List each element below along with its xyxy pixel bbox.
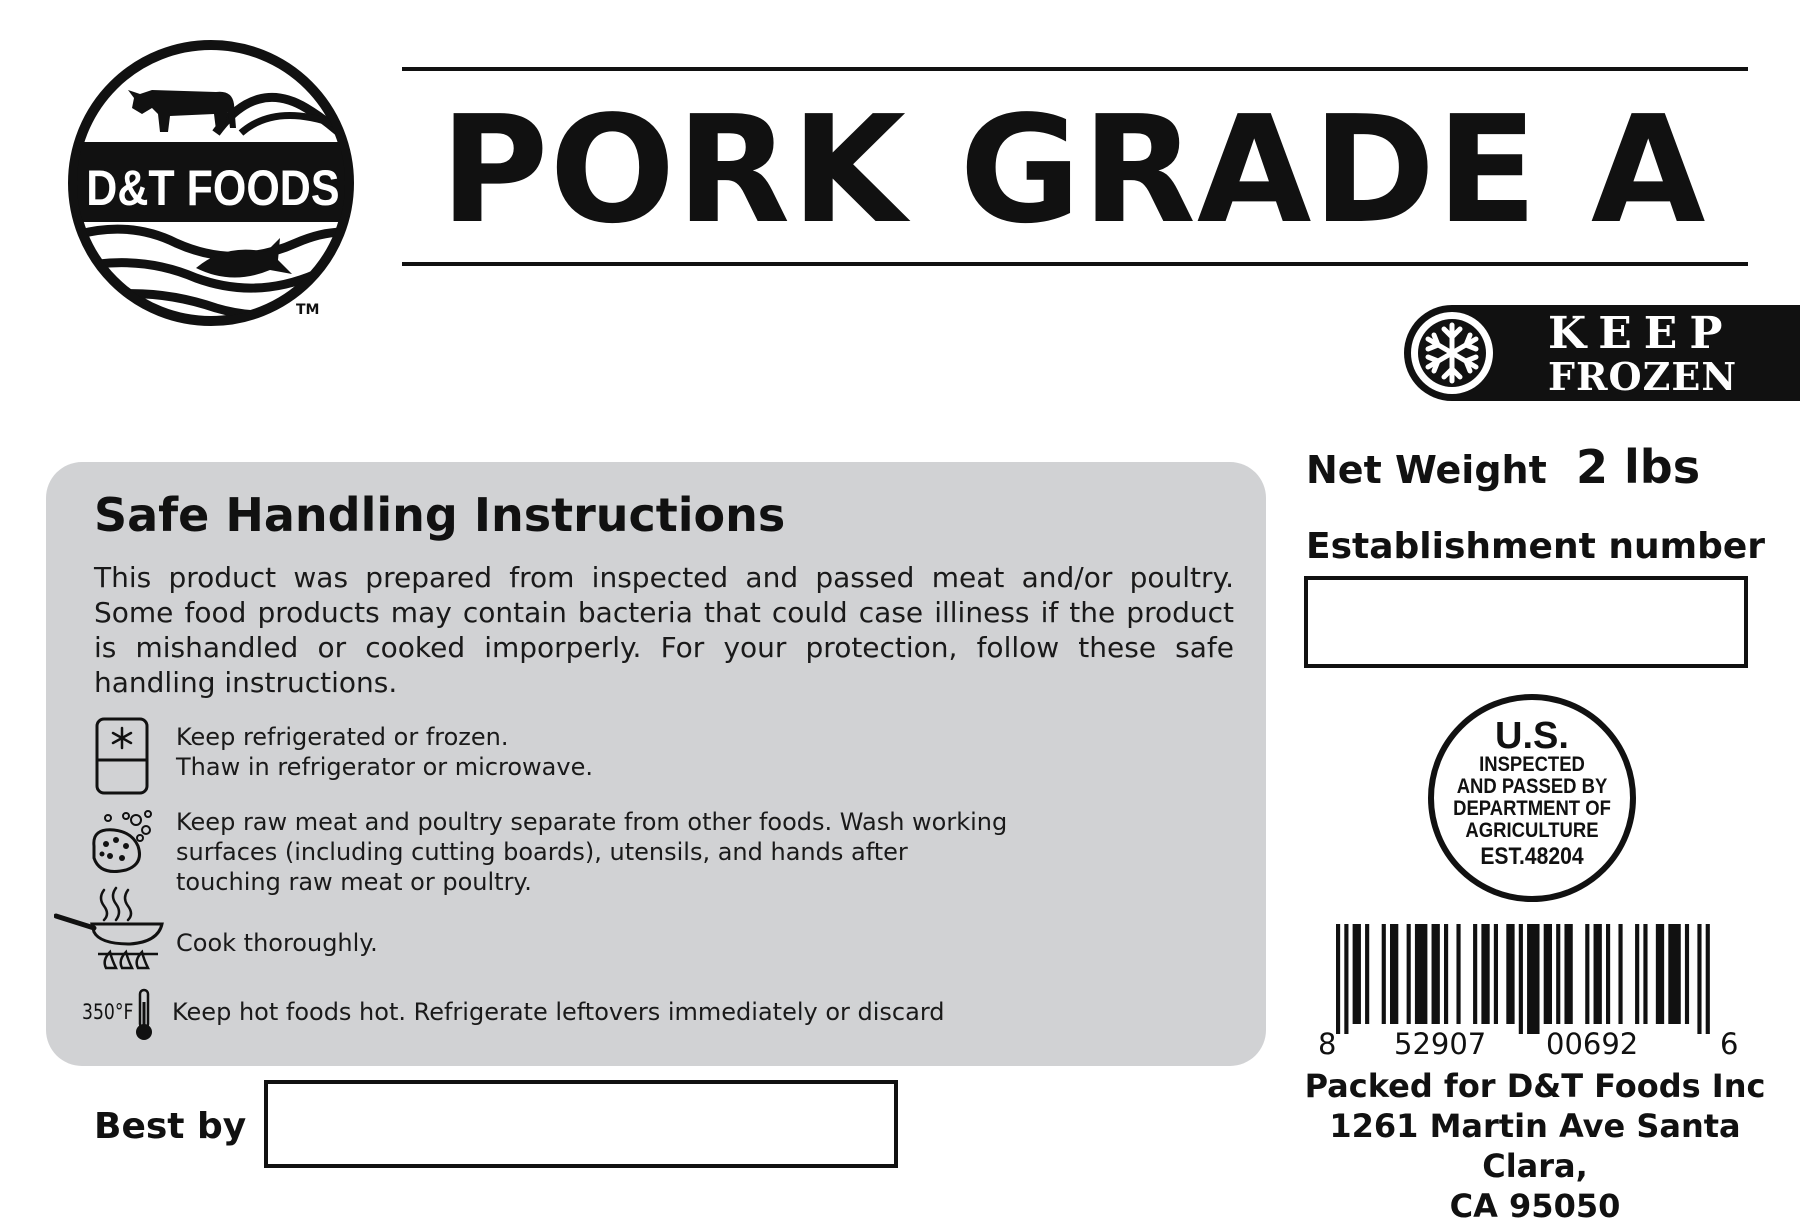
packed-for-address xyxy=(1290,1066,1780,1226)
barcode-bar xyxy=(1594,924,1602,1024)
barcode-bar xyxy=(1556,924,1560,1024)
barcode-bar xyxy=(1706,924,1710,1034)
best-by-label: Best by xyxy=(94,1106,247,1147)
step-text-line: Keep hot foods hot. Refrigerate leftovers immediately or discard xyxy=(172,998,945,1026)
barcode-bar xyxy=(1494,924,1498,1024)
establishment-number-field[interactable] xyxy=(1304,576,1748,668)
best-by-field[interactable] xyxy=(264,1080,898,1168)
step-text-line: touching raw meat or poultry. xyxy=(176,868,532,896)
barcode-bar xyxy=(1506,924,1514,1024)
barcode-bar xyxy=(1697,924,1701,1034)
step-text-line: Keep refrigerated or frozen. xyxy=(176,723,509,751)
barcode-bar xyxy=(1656,924,1664,1024)
step-keep-hot xyxy=(172,997,945,1027)
barcode-digit: 8 xyxy=(1318,1027,1337,1061)
barcode-digit: 52907 xyxy=(1394,1027,1487,1061)
packed-for-line: CA 95050 xyxy=(1449,1187,1621,1225)
barcode-bar xyxy=(1444,924,1448,1024)
barcode-bar xyxy=(1643,924,1647,1024)
barcode-bar xyxy=(1382,924,1386,1024)
frying-pan-icon xyxy=(54,884,166,970)
barcode-bar xyxy=(1432,924,1440,1024)
product-title: PORK GRADE A xyxy=(440,84,1707,256)
snowflake-icon xyxy=(1408,309,1496,397)
title-top-rule xyxy=(402,67,1748,71)
barcode-bar xyxy=(1544,924,1552,1024)
step-text-line: Thaw in refrigerator or microwave. xyxy=(176,753,593,781)
barcode-bar xyxy=(1685,924,1689,1024)
packed-for-line: Packed for D&T Foods Inc xyxy=(1304,1067,1766,1105)
refrigerator-icon xyxy=(94,716,150,796)
barcode-bar xyxy=(1668,924,1680,1024)
net-weight-value: 2 lbs xyxy=(1576,440,1701,494)
barcode-bar xyxy=(1618,924,1622,1024)
barcode-bar xyxy=(1519,924,1523,1034)
barcode-bar xyxy=(1415,924,1427,1024)
net-weight-label: Net Weight xyxy=(1306,448,1547,492)
barcode-digit: 00692 xyxy=(1546,1027,1639,1061)
barcode-bar xyxy=(1390,924,1398,1024)
step-refrigerate xyxy=(176,722,593,782)
keep-frozen-line2: FROZEN xyxy=(1548,354,1738,399)
seal-line: AGRICULTURE xyxy=(1465,819,1599,842)
safe-handling-title: Safe Handling Instructions xyxy=(94,488,786,542)
barcode-bar xyxy=(1564,924,1572,1024)
step-text-line: Keep raw meat and poultry separate from other foods. Wash working xyxy=(176,808,1008,836)
seal-us: U.S. xyxy=(1495,715,1569,757)
brand-name: D&T FOODS xyxy=(86,160,340,216)
barcode-bar xyxy=(1353,924,1361,1024)
barcode-bar xyxy=(1481,924,1489,1024)
barcode-bar xyxy=(1344,924,1348,1034)
trademark-symbol: TM xyxy=(296,302,320,318)
thermometer-label: 350°F xyxy=(82,1000,134,1024)
barcode-bar xyxy=(1456,924,1460,1024)
title-bottom-rule xyxy=(402,262,1748,266)
step-text-line: Cook thoroughly. xyxy=(176,929,378,957)
seal-line: AND PASSED BY xyxy=(1456,775,1608,798)
seal-establishment-number: EST.48204 xyxy=(1480,843,1584,870)
barcode-bar xyxy=(1336,924,1340,1034)
seal-line: DEPARTMENT OF xyxy=(1453,797,1611,820)
seal-line: INSPECTED xyxy=(1479,753,1585,776)
barcode-bar xyxy=(1635,924,1639,1024)
step-text-line: surfaces (including cutting boards), utensils, and hands after xyxy=(176,838,908,866)
barcode-bar xyxy=(1407,924,1411,1024)
safe-handling-intro: This product was prepared from inspected and passed meat and/or poultry. Some food products may contain bacteria that could case illiness if the product is mishandled or cooked imporperly. For your protection, follow these safe handling instructions. xyxy=(94,561,1234,699)
barcode xyxy=(1336,924,1714,1034)
usda-inspection-seal xyxy=(1428,694,1636,902)
sponge-icon xyxy=(86,806,158,878)
establishment-label: Establishment number xyxy=(1306,526,1766,567)
barcode-bar xyxy=(1606,924,1610,1024)
step-separate xyxy=(176,807,1007,897)
barcode-digit: 6 xyxy=(1720,1027,1739,1061)
barcode-bar xyxy=(1473,924,1477,1024)
packed-for-line: 1261 Martin Ave Santa Clara, xyxy=(1329,1107,1741,1185)
barcode-bar xyxy=(1527,924,1539,1034)
thermometer-icon xyxy=(132,988,156,1042)
step-cook xyxy=(176,928,378,958)
barcode-bar xyxy=(1585,924,1589,1024)
barcode-bar xyxy=(1365,924,1369,1024)
keep-frozen-line1: KEEP xyxy=(1548,308,1735,359)
